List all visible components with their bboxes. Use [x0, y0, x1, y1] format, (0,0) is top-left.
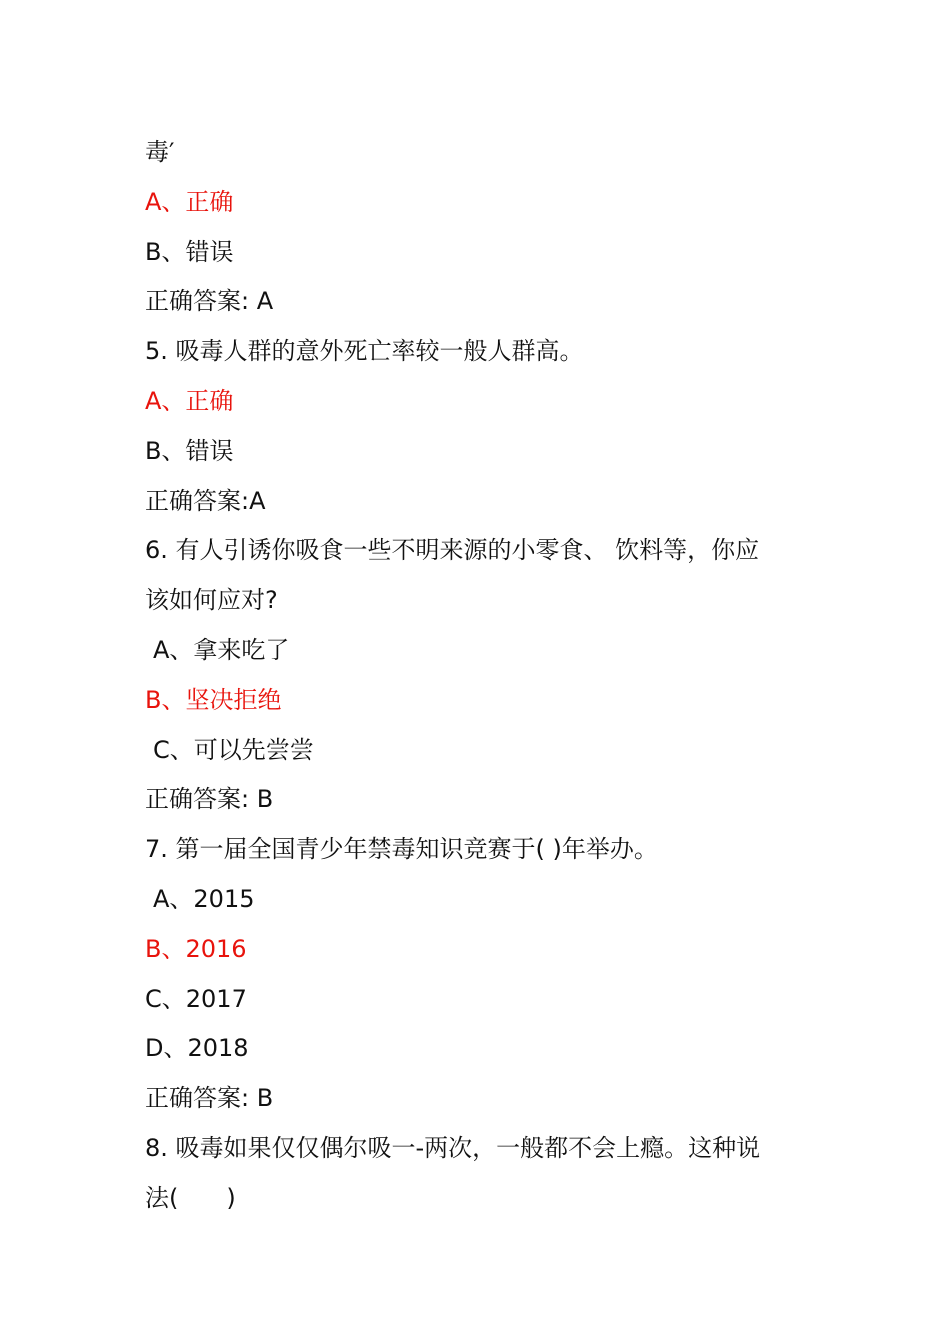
correct-answer: 正确答案: B — [145, 1084, 274, 1113]
question-7: 7. 第一届全国青少年禁毒知识竞赛于( )年举办。 — [145, 835, 658, 864]
option-d: D、2018 — [145, 1034, 249, 1063]
quiz-content — [145, 128, 825, 1224]
question-continuation: 毒′ — [145, 138, 175, 166]
option-b-correct: B、2016 — [145, 934, 247, 963]
option-b: B、错误 — [145, 436, 234, 465]
question-6-line-1: 6. 有人引诱你吸食一些不明来源的小零食、 饮料等，你应 — [145, 536, 760, 565]
question-8-line-2: 法( ) — [145, 1183, 236, 1212]
option-a-correct: A、正确 — [145, 386, 234, 415]
question-8-line-1: 8. 吸毒如果仅仅偶尔吸一-两次，一般都不会上瘾。这种说 — [145, 1133, 761, 1162]
option-a-correct: A、正确 — [145, 187, 234, 216]
question-5: 5. 吸毒人群的意外死亡率较一般人群高。 — [145, 337, 584, 366]
question-6-line-2: 该如何应对? — [145, 586, 278, 615]
option-a: A、拿来吃了 — [153, 635, 290, 664]
correct-answer: 正确答案:A — [145, 486, 266, 515]
correct-answer: 正确答案: A — [145, 287, 274, 316]
correct-answer: 正确答案: B — [145, 785, 274, 814]
option-b-correct: B、坚决拒绝 — [145, 685, 282, 714]
option-c: C、2017 — [145, 984, 247, 1013]
option-b: B、错误 — [145, 237, 234, 266]
option-a: A、2015 — [153, 884, 255, 913]
option-c: C、可以先尝尝 — [153, 735, 314, 764]
